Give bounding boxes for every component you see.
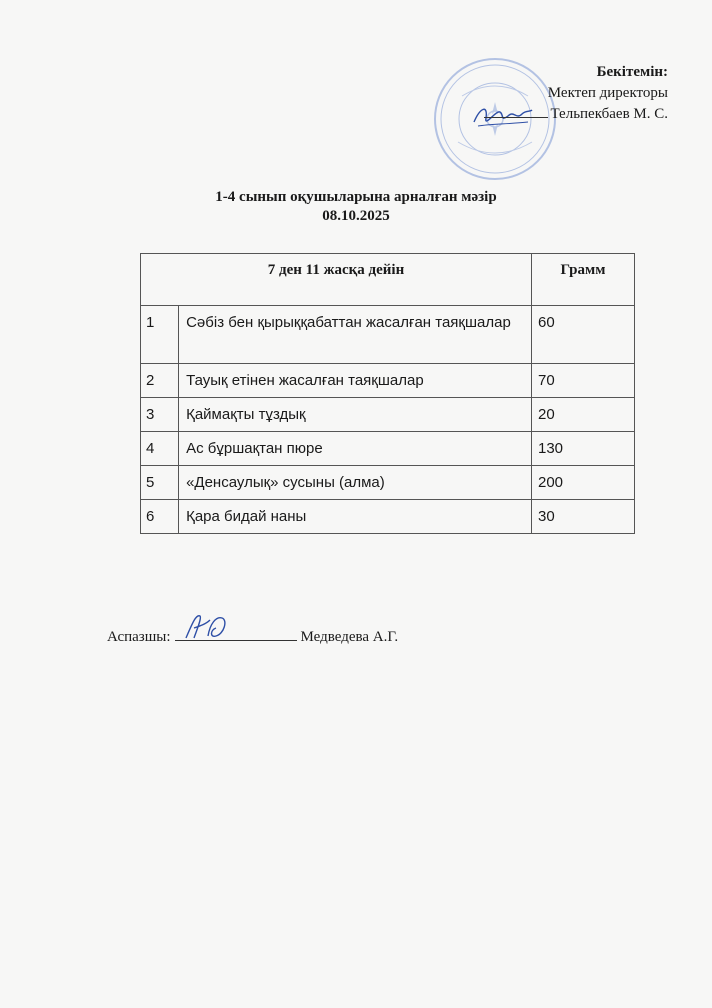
approval-position: Мектеп директоры (547, 85, 668, 101)
document-title (0, 188, 712, 226)
approval-block (484, 62, 668, 125)
row-number: 3 (141, 398, 179, 432)
row-number: 2 (141, 364, 179, 398)
table-row (141, 398, 635, 432)
table-header-row (141, 254, 635, 306)
menu-table (140, 253, 635, 534)
dish-name: Қаймақты тұздық (179, 398, 532, 432)
dish-gram: 60 (532, 306, 635, 364)
director-signature-line (484, 105, 548, 118)
row-number: 4 (141, 432, 179, 466)
cook-label: Аспазшы: (107, 629, 171, 645)
dish-name: «Денсаулық» сусыны (алма) (179, 466, 532, 500)
cook-block (107, 626, 398, 646)
dish-gram: 30 (532, 500, 635, 534)
dish-name: Ас бұршақтан пюре (179, 432, 532, 466)
title-date: 08.10.2025 (322, 208, 390, 224)
row-number: 1 (141, 306, 179, 364)
dish-name: Қара бидай наны (179, 500, 532, 534)
dish-name: Тауық етінен жасалған таяқшалар (179, 364, 532, 398)
dish-gram: 200 (532, 466, 635, 500)
header-age-group: 7 ден 11 жасқа дейін (141, 254, 532, 306)
table-row (141, 500, 635, 534)
table-row (141, 364, 635, 398)
dish-gram: 70 (532, 364, 635, 398)
dish-name: Сәбіз бен қырыққабаттан жасалған таяқшалар (179, 306, 532, 364)
table-row (141, 466, 635, 500)
row-number: 5 (141, 466, 179, 500)
cook-name: Медведева А.Г. (300, 629, 399, 645)
title-line: 1-4 сынып оқушыларына арналған мәзір (215, 189, 497, 205)
director-name: Тельпекбаев М. С. (550, 106, 668, 122)
dish-gram: 20 (532, 398, 635, 432)
cook-signature-line (175, 626, 297, 641)
approval-heading: Бекітемін: (596, 64, 668, 80)
table-row (141, 306, 635, 364)
header-gram: Грамм (532, 254, 635, 306)
row-number: 6 (141, 500, 179, 534)
dish-gram: 130 (532, 432, 635, 466)
table-row (141, 432, 635, 466)
